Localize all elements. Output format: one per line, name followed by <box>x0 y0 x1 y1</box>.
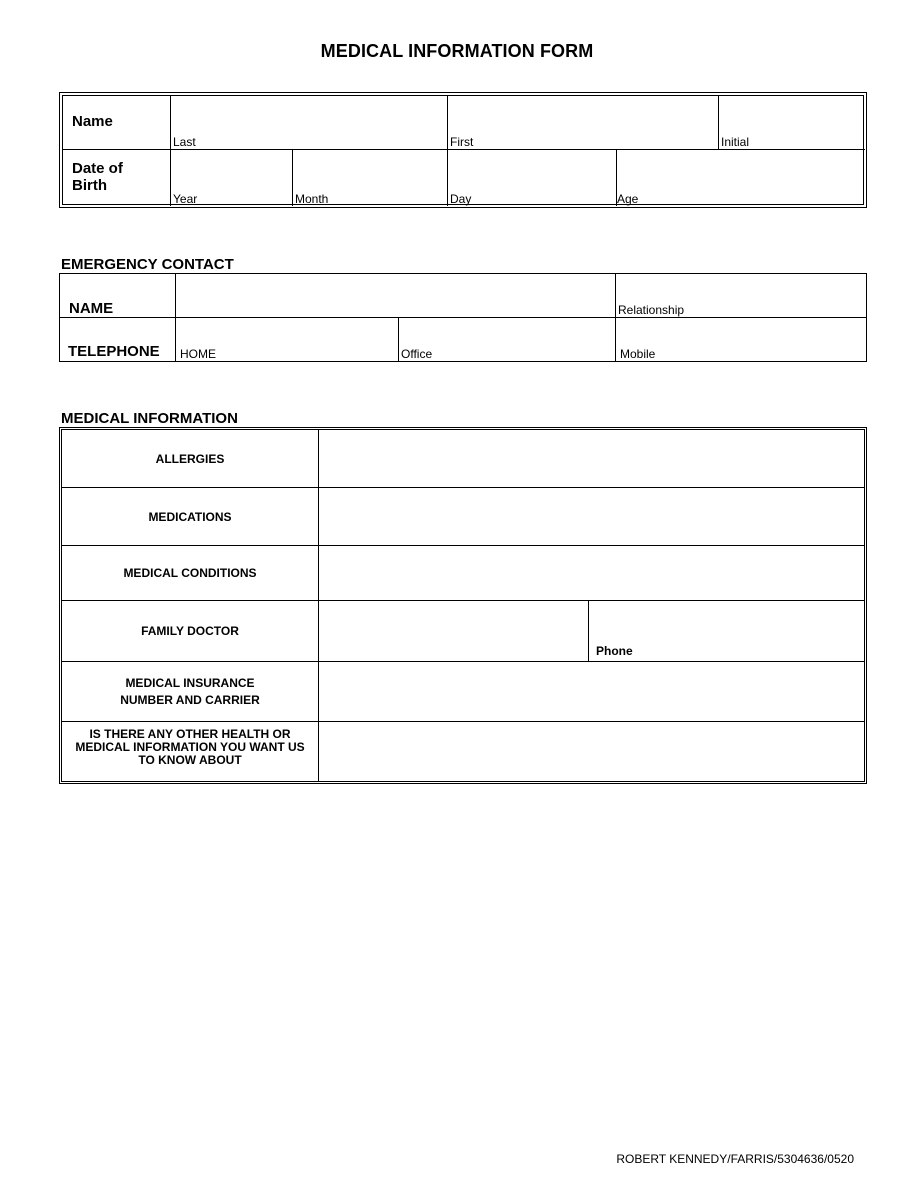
year-field[interactable] <box>171 150 293 206</box>
first-name-caption: First <box>450 135 474 149</box>
age-caption: Age <box>617 192 639 206</box>
dob-label-cell <box>63 150 171 206</box>
other-info-label-line2: MEDICAL INFORMATION YOU WANT US <box>75 740 305 754</box>
mobile-phone-field[interactable] <box>616 318 866 361</box>
allergies-label: ALLERGIES <box>155 452 225 466</box>
emergency-name-field[interactable] <box>176 274 616 318</box>
name-label-cell <box>63 96 171 150</box>
conditions-label-cell <box>62 546 319 601</box>
form-title: MEDICAL INFORMATION FORM <box>320 41 594 61</box>
telephone-label-cell <box>60 318 176 361</box>
month-field[interactable] <box>293 150 448 206</box>
office-caption: Office <box>401 347 433 361</box>
personal-info-table <box>59 92 867 208</box>
insurance-label-line1: MEDICAL INSURANCE <box>125 676 255 690</box>
medications-label-cell <box>62 488 319 546</box>
emergency-name-label: NAME <box>69 300 114 317</box>
medical-information-table <box>59 427 867 784</box>
other-info-label-cell <box>62 722 319 781</box>
emergency-contact-heading: EMERGENCY CONTACT <box>61 256 234 273</box>
emergency-contact-table <box>59 273 867 362</box>
initial-caption: Initial <box>721 135 750 149</box>
allergies-label-cell <box>62 430 319 488</box>
conditions-field[interactable] <box>319 546 864 601</box>
year-caption: Year <box>173 192 198 206</box>
mobile-caption: Mobile <box>620 347 656 361</box>
age-field[interactable] <box>617 150 865 206</box>
other-info-label-line1: IS THERE ANY OTHER HEALTH OR <box>89 727 291 741</box>
emergency-name-label-cell <box>60 274 176 318</box>
dob-label-line1: Date of <box>72 160 123 177</box>
doctor-phone-caption: Phone <box>596 644 633 658</box>
other-info-field[interactable] <box>319 722 864 781</box>
last-name-field[interactable] <box>171 96 448 150</box>
telephone-label: TELEPHONE <box>68 343 160 360</box>
day-field[interactable] <box>448 150 617 206</box>
office-phone-field[interactable] <box>399 318 616 361</box>
medications-field[interactable] <box>319 488 864 546</box>
medications-label: MEDICATIONS <box>148 510 232 524</box>
medical-information-heading: MEDICAL INFORMATION <box>61 410 238 427</box>
initial-field[interactable] <box>719 96 865 150</box>
conditions-label: MEDICAL CONDITIONS <box>123 566 257 580</box>
insurance-field[interactable] <box>319 662 864 722</box>
other-info-label-line3: TO KNOW ABOUT <box>138 753 242 767</box>
family-doctor-label: FAMILY DOCTOR <box>141 624 239 638</box>
month-caption: Month <box>295 192 329 206</box>
insurance-label-cell <box>62 662 319 722</box>
day-caption: Day <box>450 192 472 206</box>
family-doctor-label-cell <box>62 601 319 662</box>
home-caption: HOME <box>180 347 216 361</box>
home-phone-field[interactable] <box>176 318 399 361</box>
dob-label-line2: Birth <box>72 177 107 194</box>
family-doctor-field[interactable] <box>319 601 589 662</box>
name-label: Name <box>72 113 113 130</box>
last-name-caption: Last <box>173 135 196 149</box>
footer-reference: ROBERT KENNEDY/FARRIS/5304636/0520 <box>616 1152 854 1166</box>
allergies-field[interactable] <box>319 430 864 488</box>
first-name-field[interactable] <box>448 96 719 150</box>
relationship-field[interactable] <box>616 274 866 318</box>
doctor-phone-field[interactable] <box>589 601 864 662</box>
insurance-label-line2: NUMBER AND CARRIER <box>120 693 260 707</box>
relationship-caption: Relationship <box>618 303 685 317</box>
